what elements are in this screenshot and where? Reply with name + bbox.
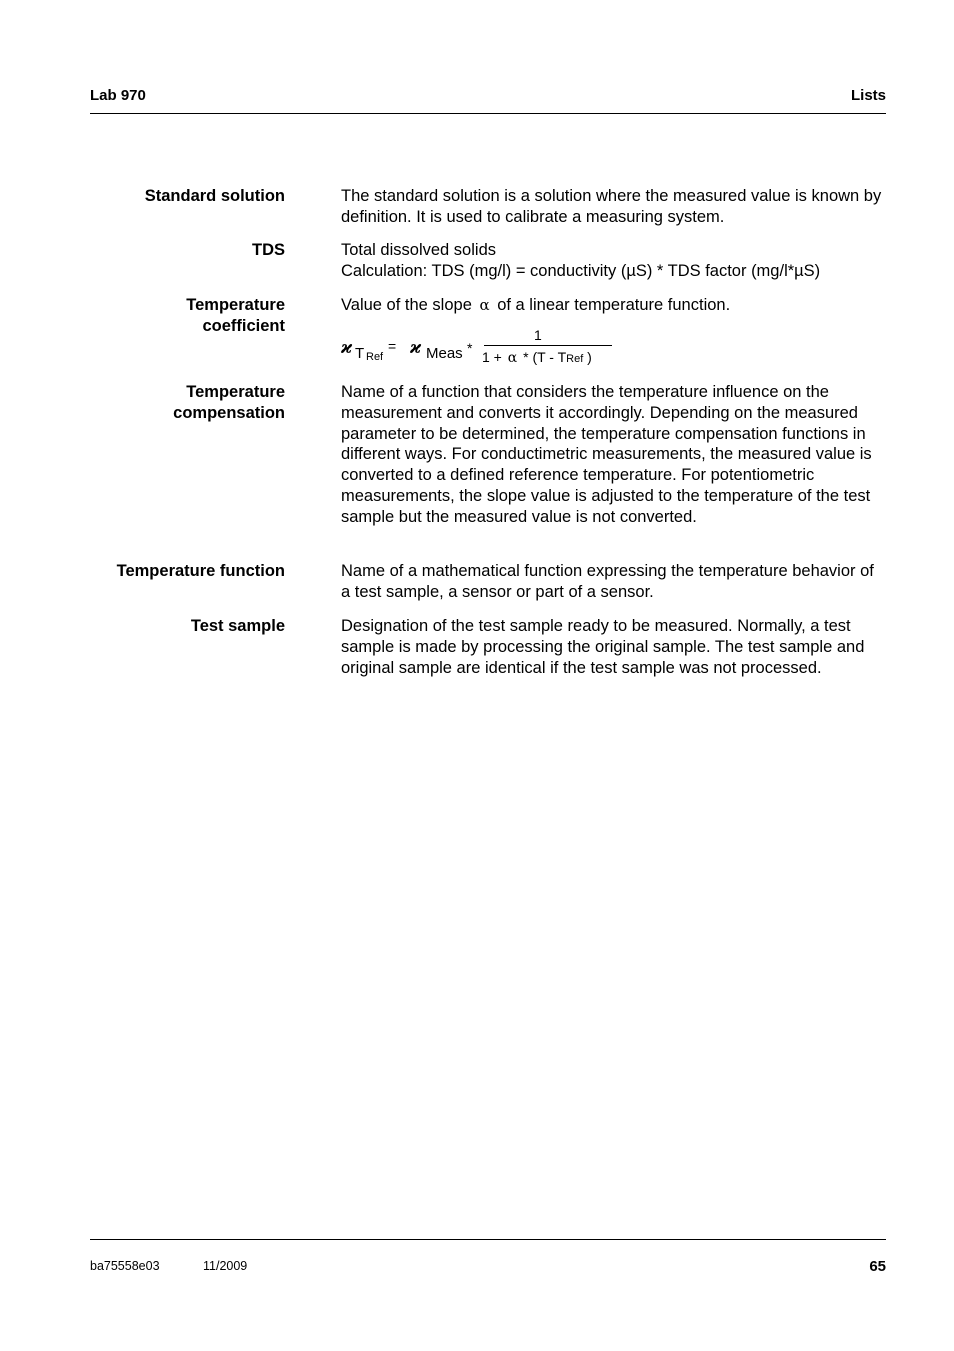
definition-standard-solution: The standard solution is a solution where the measured value is known by definition. It is used to calibrate a measuring system. xyxy=(341,187,882,226)
kappa-symbol: ϰ xyxy=(341,338,353,358)
definition-test-sample: Designation of the test sample ready to be measured. Normally, a test sample is made by processing the original sample. The test sample and original sample are identical if the test sample was not processed. xyxy=(341,617,865,677)
temperature-coefficient-formula xyxy=(341,326,641,372)
term-temperature-coefficient: Temperature coefficient xyxy=(186,296,285,335)
term-tds: TDS xyxy=(252,241,285,259)
header-section: Lists xyxy=(850,87,886,104)
term-temperature-compensation: Temperature compensation xyxy=(173,383,285,422)
definition-temperature-function: Name of a mathematical function expressing the temperature behavior of a test sample, a sensor or part of a sensor. xyxy=(341,562,874,601)
alpha-symbol: α xyxy=(479,296,490,314)
document-id: ba75558e03 xyxy=(90,1259,160,1273)
definition-temperature-coefficient: Value of the slope α of a linear temperature function. xyxy=(341,296,731,314)
formula-ref-subscript: Ref xyxy=(366,351,384,363)
formula-t: T xyxy=(355,345,365,362)
page-header xyxy=(90,86,886,114)
formula-equals: = xyxy=(388,338,397,354)
term-temperature-function: Temperature function xyxy=(116,562,285,580)
header-title: Lab 970 xyxy=(90,87,146,104)
definition-temperature-compensation: Name of a function that considers the temperature influence on the measurement and converts it accordingly. Depending on the measured parameter to be determined, the temperature compensation functions in different ways. For conductimetric measurements, the measured value is converted to a defined reference temperature. For potentiometric measurements, the slope value is adjusted to the temperature of the test sample but the measured value is not converted. xyxy=(341,383,872,526)
definition-tds: Total dissolved solids Calculation: TDS (mg/l) = conductivity (µS) * TDS factor (mg/l*µS) xyxy=(341,241,821,280)
page-number: 65 xyxy=(869,1258,886,1275)
formula-meas: Meas xyxy=(426,345,463,362)
alpha-symbol: α xyxy=(507,350,518,366)
term-standard-solution: Standard solution xyxy=(144,187,285,205)
kappa-meas-symbol: ϰ xyxy=(410,338,422,358)
formula-numerator: 1 xyxy=(534,327,542,343)
document-date: 11/2009 xyxy=(203,1259,248,1273)
fraction-bar xyxy=(484,345,612,346)
formula-denominator: 1 + α * (T - TRef ) xyxy=(482,349,592,366)
page-footer xyxy=(90,1239,886,1275)
term-test-sample: Test sample xyxy=(190,617,285,635)
formula-times: * xyxy=(467,340,473,356)
